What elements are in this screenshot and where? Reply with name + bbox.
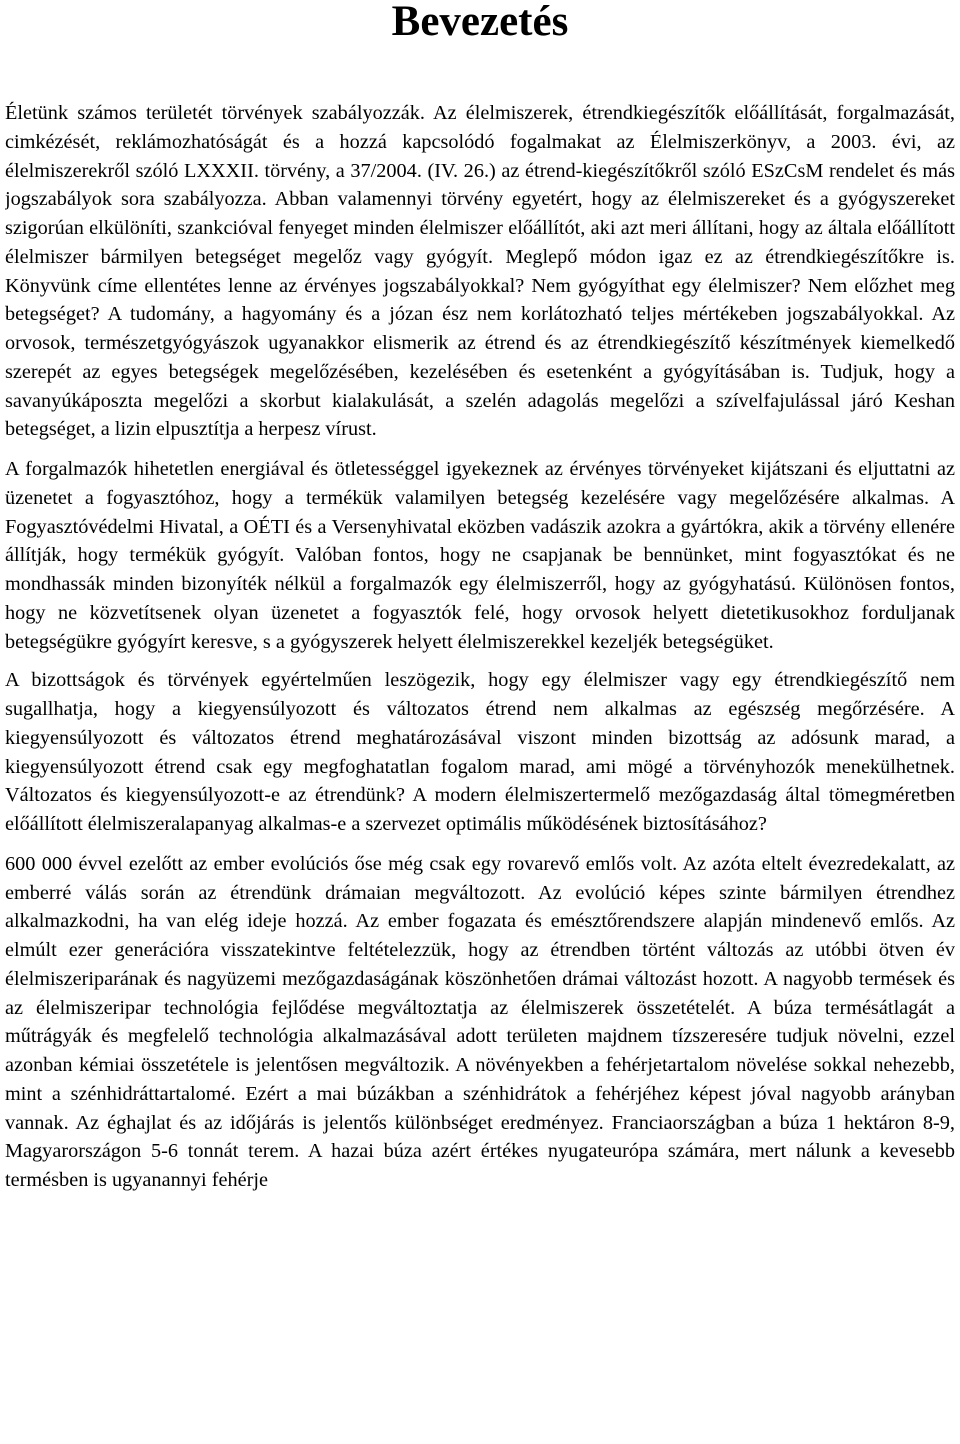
paragraph-3: A bizottságok és törvények egyértelműen leszögezik, hogy egy élelmiszer vagy egy étrendkiegészítő nem sugallhatja, hogy a kiegyensúlyozott és változatos étrend nem alkalmas az egészség megőrzésére. A kiegyensúlyozott és változatos étrend meghatározásával viszont minden bizottság az adósunk marad, a kiegyensúlyozott étrend csak egy megfoghatatlan fogalom marad, ami mögé a törvényhozók menekülhetnek. Változatos és kiegyensúlyozott-e az étrendünk? A modern élelmiszertermelő mezőgazdaság által tömegméretben előállított élelmiszeralapanyag alkalmas-e a szervezet optimális működésének biztosításához? [5, 669, 955, 835]
paragraph-4: 600 000 évvel ezelőtt az ember evolúciós őse még csak egy rovarevő emlős volt. Az azóta eltelt évezredekalatt, az emberré válás során az étrendünk drámaian megváltozott. Az evolúció képes szinte bármilyen étrendhez alkalmazkodni, ha van elég ideje hozzá. Az ember fogazata és emésztőrendszere alapján mindenevő emlős. Az elmúlt ezer generációra visszatekintve feltételezzük, hogy az étrendben történt változás az utóbbi ötven év élelmiszeriparának és nagyüzemi mezőgazdaságának köszönhetően drámai változást hozott. A nagyobb termések és az élelmiszeripar technológia fejlődése megváltoztatja az élelmiszerek összetételét. A búza termésátlagát a műtrágyák és megfelelő technológia alkalmazásával adott területen majdnem tízszeresére tudjuk növelni, ezzel azonban kémiai összetétele is jelentősen megváltozik. A növényekben a fehérjetartalom növelése sokkal nehezebb, mint a szénhidráttartalomé. Ezért a mai búzákban a szénhidrátok a fehérjéhez képest jóval nagyobb arányban vannak. Az éghajlat és az időjárás is jelentős különbséget eredményez. Franciaországban a búza 1 hektáron 8-9, Magyarországon 5-6 tonnát terem. A hazai búza azért értékes nyugateurópa számára, mert nálunk a kevesebb termésben is ugyanannyi fehérje [5, 852, 955, 1191]
paragraph-2: A forgalmazók hihetetlen energiával és ötletességgel igyekeznek az érvényes törvényeket kijátszani és eljuttatni az üzenetet a fogyasztóhoz, hogy a termékük valamilyen betegség kezelésére vagy megelőzésére alkalmas. A Fogyasztóvédelmi Hivatal, a OÉTI és a Versenyhivatal eközben vadászik azokra a gyártókra, akik a törvény ellenére állítják, hogy termékük gyógyít. Valóban fontos, hogy ne csapjanak be bennünket, mint fogyasztókat és ne mondhassák minden bizonyíték nélkül a forgalmazók egy élelmiszerről, hogy az gyógyhatású. Különösen fontos, hogy ne közvetítsenek olyan üzenetet a fogyasztók felé, hogy orvosok helyett dietetikusokhoz forduljanak betegségükre gyógyírt keresve, s a gyógyszerek helyett élelmiszerekkel kezeljék betegségüket. [5, 458, 955, 653]
document-page [5, 0, 955, 1444]
paragraph-1: Életünk számos területét törvények szabályozzák. Az élelmiszerek, étrendkiegészítők előállítását, forgalmazását, cimkézését, reklámozhatóságát és a hozzá kapcsolódó fogalmakat az Élelmiszerkönyv, a 2003. évi, az élelmiszerekről szóló LXXXII. törvény, a 37/2004. (IV. 26.) az étrend-kiegészítőkről szóló ESzCsM rendelet és más jogszabályok sora szabályozza. Abban valamennyi törvény egyetért, hogy az élelmiszereket és a gyógyszereket szigorúan elkülöníti, szankcióval fenyeget minden élelmiszer előállítót, aki azt meri állítani, hogy az általa előállított élelmiszer bármilyen betegséget megelőz vagy gyógyít. Meglepő módon igaz ez az étrendkiegészítőkre is. Könyvünk címe ellentétes lenne az érvényes jogszabályokkal? Nem gyógyíthat egy élelmiszer? Nem előzhet meg betegséget? A tudomány, a hagyomány és a józan ész nem korlátozható teljes mértékeben jogszabályokkal. Az orvosok, természetgyógyászok ugyanakkor elismerik az étrend és az étrendkiegészítő készítmények kiemelkedő szerepét az egyes betegségek megelőzésében, kezelésében és esetenként a gyógyításában is. Tudjuk, hogy a savanyúkáposzta megelőzi a skorbut kialakulását, a szelén adagolás megelőzi a szívelfajulással járó Keshan betegséget, a lizin elpusztítja a herpesz vírust. [5, 102, 955, 441]
page-title: Bevezetés [391, 0, 569, 45]
